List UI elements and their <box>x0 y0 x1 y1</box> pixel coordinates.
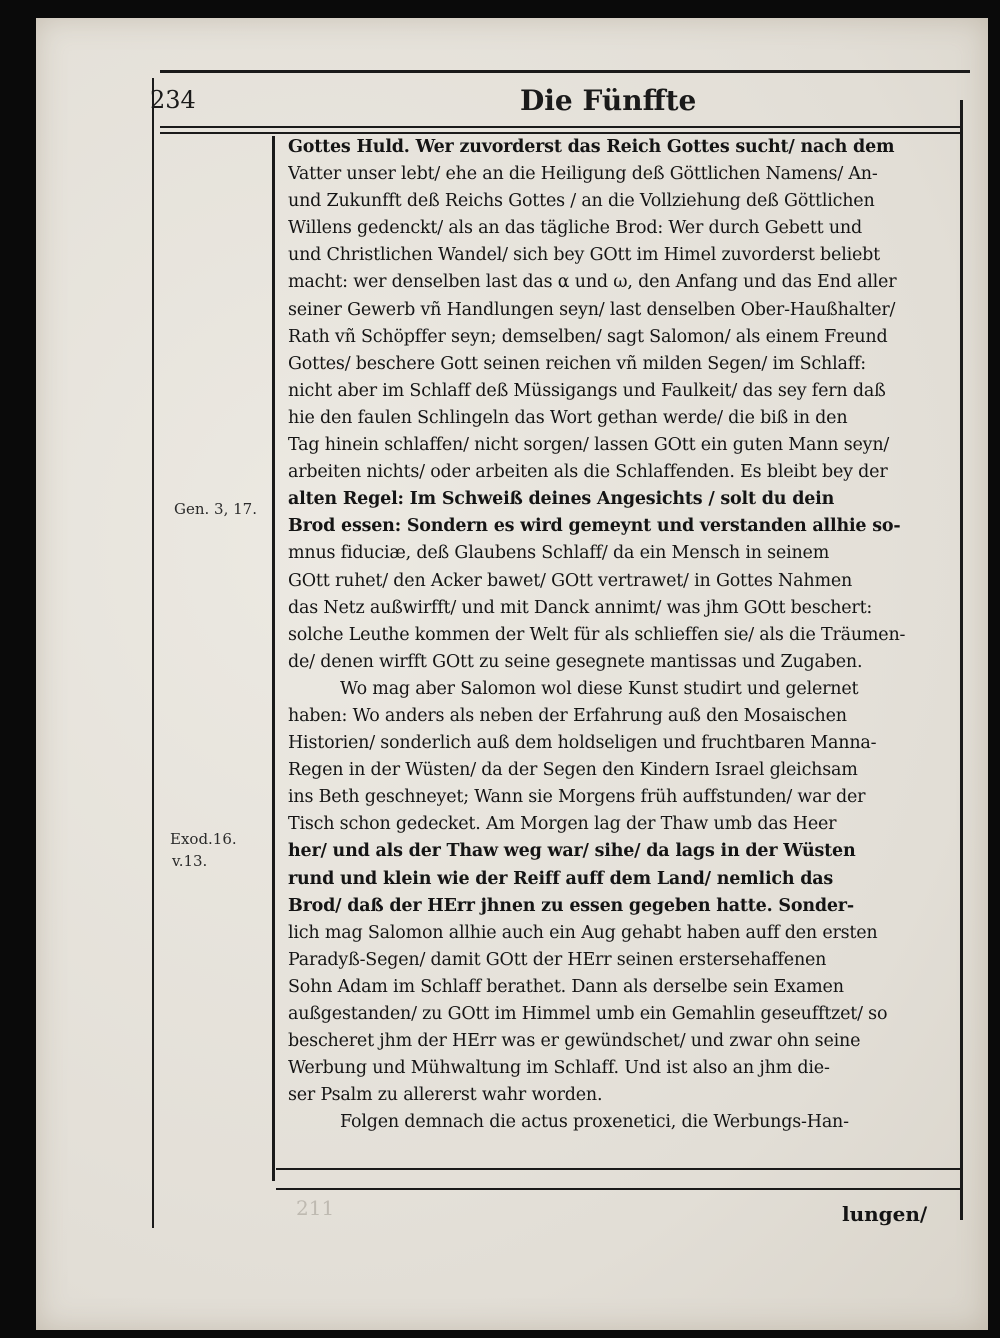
catchword: lungen/ <box>842 1202 928 1226</box>
margin-note-exodus: Exod.16. <box>170 830 237 848</box>
text-line: hie den faulen Schlingeln das Wort gethan werde/ die biß in den <box>288 407 848 428</box>
text-line: seiner Gewerb vñ Handlungen seyn/ last denselben Ober-Haußhalter/ <box>288 299 896 320</box>
text-line: Gottes Huld. Wer zuvorderst das Reich Gottes sucht/ nach dem <box>288 137 895 157</box>
text-line: lich mag Salomon allhie auch ein Aug gehabt haben auff den ersten <box>288 922 878 943</box>
page-number: 234 <box>150 86 196 114</box>
text-line: Brod/ daß der HErr jhnen zu essen gegeben hatte. Sonder- <box>288 895 854 916</box>
left-border-rule <box>152 78 154 1228</box>
text-line: de/ denen wirfft GOtt zu seine gesegnete mantissas und Zugaben. <box>288 651 863 672</box>
margin-note-genesis: Gen. 3, 17. <box>174 500 257 518</box>
text-line: Historien/ sonderlich auß dem holdseligen und fruchtbaren Manna- <box>288 733 877 754</box>
bottom-rule <box>276 1168 962 1170</box>
text-line: das Netz außwirfft/ und mit Danck annimt/ was jhm GOtt beschert: <box>288 597 873 618</box>
header-rule <box>160 126 960 128</box>
text-line: Wo mag aber Salomon wol diese Kunst studirt und gelernet <box>340 678 859 699</box>
text-line: ins Beth geschneyet; Wann sie Morgens früh auffstunden/ war der <box>288 787 866 808</box>
text-line: GOtt ruhet/ den Acker bawet/ GOtt vertrawet/ in Gottes Nahmen <box>288 570 853 591</box>
text-line: Gottes/ beschere Gott seinen reichen vñ milden Segen/ im Schlaff: <box>288 353 866 374</box>
bleed-through-text: 211 <box>296 1196 335 1220</box>
text-line: solche Leuthe kommen der Welt für als schlieffen sie/ als die Träumen- <box>288 624 906 645</box>
bottom-rule-lower <box>276 1188 962 1190</box>
body-text <box>288 134 940 1136</box>
text-line: macht: wer denselben last das α und ω, den Anfang und das End aller <box>288 272 897 293</box>
text-line: rund und klein wie der Reiff auff dem Land/ nemlich das <box>288 868 834 889</box>
top-rule <box>160 70 970 73</box>
text-line: Tisch schon gedecket. Am Morgen lag der Thaw umb das Heer <box>288 814 837 835</box>
text-line: her/ und als der Thaw weg war/ sihe/ da lags in der Wüsten <box>288 841 856 862</box>
text-line: nicht aber im Schlaff deß Müssigangs und Faulkeit/ das sey fern daß <box>288 380 886 401</box>
text-line: Brod essen: Sondern es wird gemeynt und verstanden allhie so- <box>288 516 901 537</box>
margin-note-verse: v.13. <box>172 852 208 870</box>
right-border-rule <box>960 100 963 1220</box>
text-line: Rath vñ Schöpffer seyn; demselben/ sagt Salomon/ als einem Freund <box>288 326 888 347</box>
text-line: Willens gedenckt/ als an das tägliche Brod: Wer durch Gebett und <box>288 218 863 239</box>
text-line: Folgen demnach die actus proxenetici, die Werbungs-Han- <box>340 1112 849 1133</box>
text-line: Sohn Adam im Schlaff berathet. Dann als derselbe sein Examen <box>288 976 844 997</box>
text-line: ser Psalm zu allererst wahr worden. <box>288 1085 603 1106</box>
text-line: und Christlichen Wandel/ sich bey GOtt im Himel zuvorderst beliebt <box>288 245 881 266</box>
text-line: und Zukunfft deß Reichs Gottes / an die Vollziehung deß Göttlichen <box>288 191 875 212</box>
text-line: bescheret jhm der HErr was er gewündschet/ und zwar ohn seine <box>288 1031 861 1052</box>
text-line: haben: Wo anders als neben der Erfahrung auß den Mosaischen <box>288 705 847 726</box>
text-line: Regen in der Wüsten/ da der Segen den Kindern Israel gleichsam <box>288 760 858 781</box>
text-line: Werbung und Mühwaltung im Schlaff. Und ist also an jhm die- <box>288 1058 830 1079</box>
text-line: arbeiten nichts/ oder arbeiten als die Schlaffenden. Es bleibt bey der <box>288 462 888 483</box>
text-line: mnus fiduciæ, deß Glaubens Schlaff/ da ein Mensch in seinem <box>288 543 830 564</box>
text-line: Tag hinein schlaffen/ nicht sorgen/ lassen GOtt ein guten Mann seyn/ <box>288 435 890 456</box>
running-title: Die Fünffte <box>520 84 697 117</box>
text-line: Paradyß-Segen/ damit GOtt der HErr seinen erstersehaffenen <box>288 949 827 970</box>
text-line: alten Regel: Im Schweiß deines Angesichts / solt du dein <box>288 489 835 510</box>
text-line: außgestanden/ zu GOtt im Himmel umb ein Gemahlin geseufftzet/ so <box>288 1004 888 1024</box>
text-line: Vatter unser lebt/ ehe an die Heiligung deß Göttlichen Namens/ An- <box>288 164 878 185</box>
column-divider-rule <box>272 136 275 1181</box>
